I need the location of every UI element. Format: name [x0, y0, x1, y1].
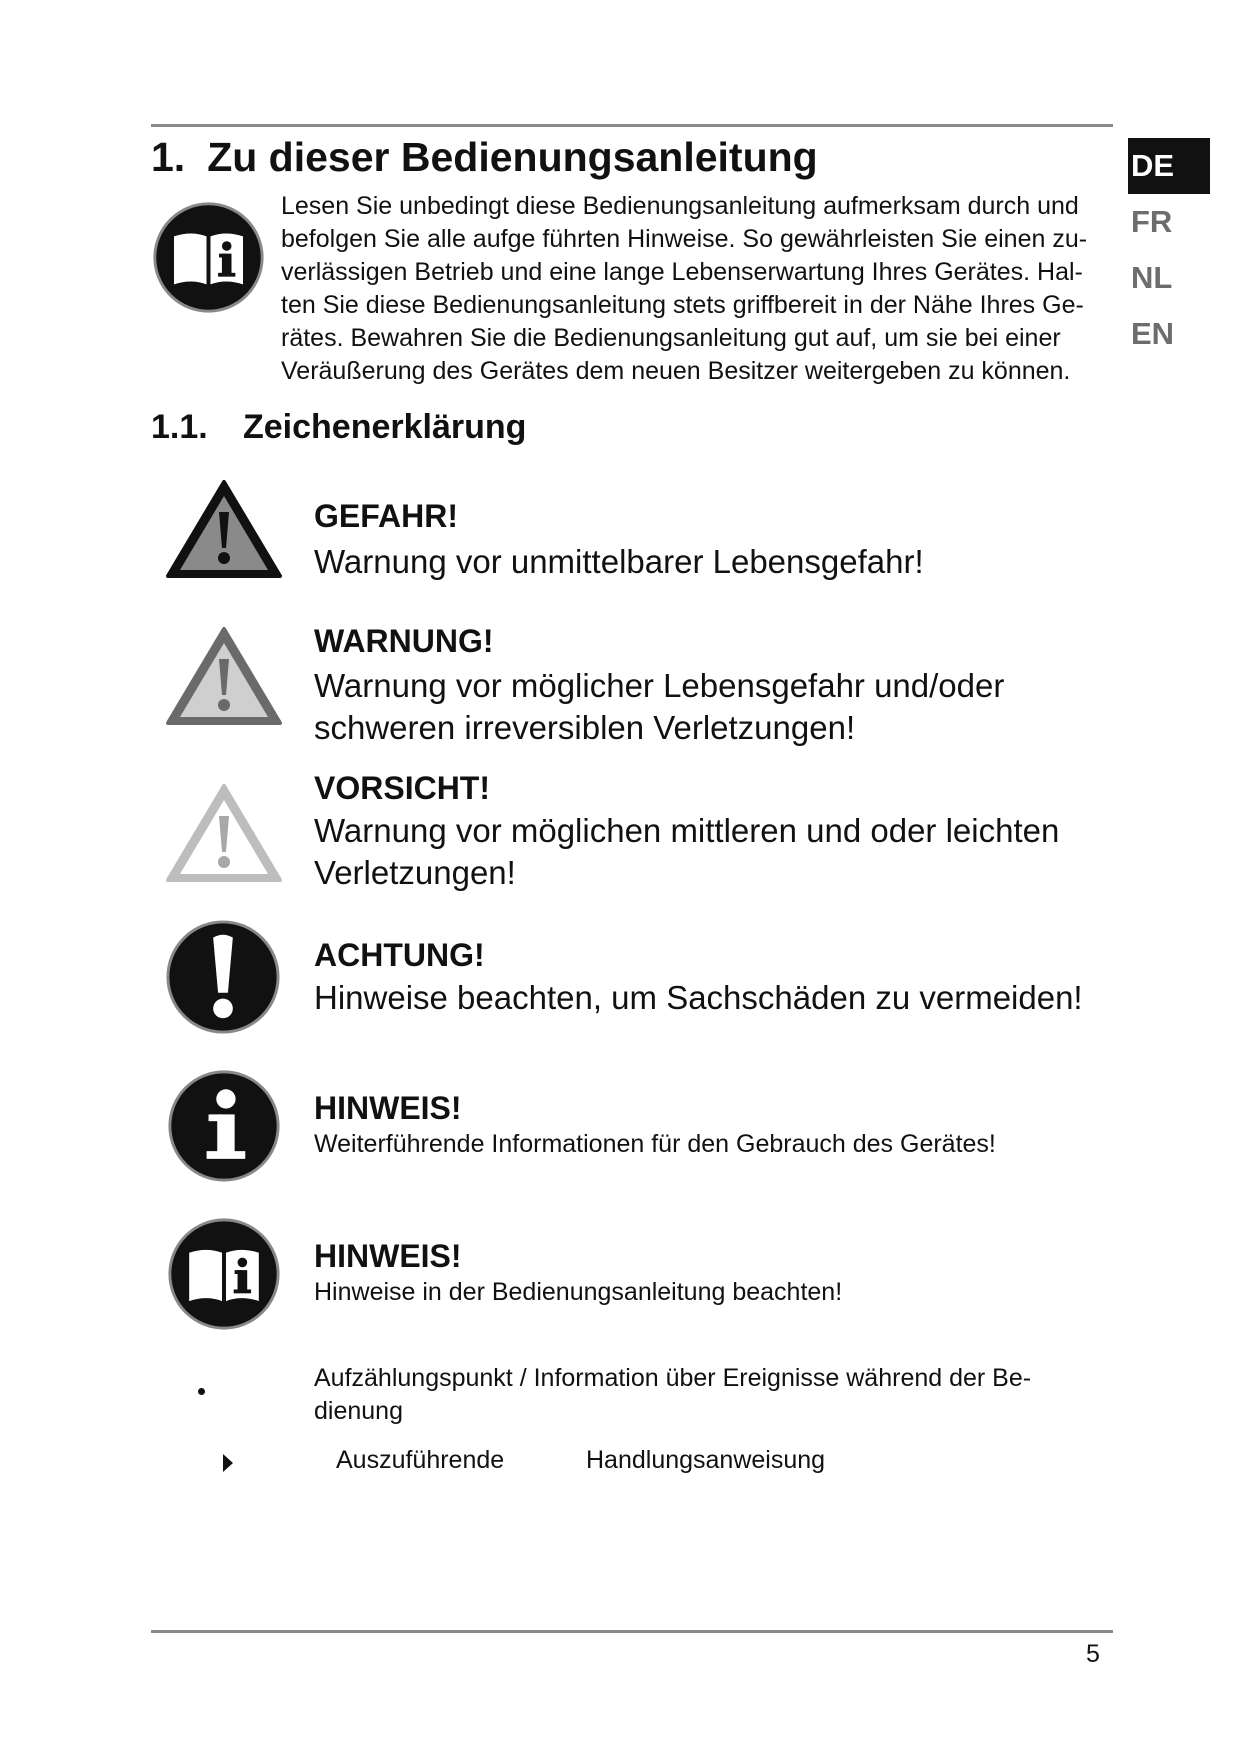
danger-triangle-icon	[164, 478, 284, 580]
subsection-number: 1.1.	[151, 408, 208, 446]
symbol-description: Hinweise in der Bedienungsanleitung beachten!	[314, 1278, 843, 1306]
lang-tab-de[interactable]	[1128, 138, 1210, 194]
bullet-description: Aufzählungspunkt / Information über Ereignisse während der Be-dienung	[314, 1364, 1032, 1425]
subsection-title: Zeichenerklärung	[243, 408, 527, 446]
symbol-description: Weiterführende Informationen für den Gebrauch des Gerätes!	[314, 1130, 996, 1158]
arrow-right-icon	[222, 1453, 234, 1473]
lang-tab-fr[interactable]	[1128, 194, 1210, 250]
manual-info-icon	[151, 200, 266, 315]
lang-tab-label: NL	[1131, 260, 1173, 295]
lang-tab-label: FR	[1131, 204, 1173, 239]
manual-info-icon	[166, 1216, 282, 1332]
step-label-b: Handlungsanweisung	[586, 1446, 826, 1474]
info-icon	[166, 1068, 282, 1184]
symbol-description: Warnung vor möglicher Lebensgefahr und/oder schweren irreversiblen Verletzungen!	[314, 667, 1005, 746]
symbol-description: Warnung vor unmittelbarer Lebensgefahr!	[314, 543, 924, 580]
section-number: 1.	[151, 134, 186, 180]
language-tabs	[1128, 138, 1218, 362]
symbol-description: Warnung vor möglichen mittleren und oder leichten Verletzungen!	[314, 812, 1060, 891]
lang-tab-label: EN	[1131, 316, 1175, 351]
symbol-description: Hinweise beachten, um Sachschäden zu vermeiden!	[314, 979, 1083, 1016]
lang-tab-nl[interactable]	[1128, 250, 1210, 306]
symbol-title: WARNUNG!	[314, 623, 494, 659]
section-title: Zu dieser Bedienungsanleitung	[207, 134, 818, 180]
page-number: 5	[1086, 1640, 1100, 1668]
step-label-a: Auszuführende	[336, 1446, 505, 1474]
symbol-title: HINWEIS!	[314, 1238, 462, 1274]
symbol-title: HINWEIS!	[314, 1090, 462, 1126]
subsection-heading	[151, 408, 526, 447]
top-rule	[151, 124, 1113, 127]
caution-triangle-icon	[164, 782, 284, 884]
symbol-title: VORSICHT!	[314, 770, 490, 806]
intro-paragraph: Lesen Sie unbedingt diese Bedienungsanleitung aufmerksam durch und befolgen Sie alle aufge führten Hinweise. So gewährleisten Sie einen zu-verlässigen Betrieb und eine lange Lebenserwartung Ihres Gerätes. Hal-ten Sie diese Bedienungsanleitung stets griffbereit in der Nähe Ihres Ge-rätes. Bewahren Sie die Bedienungsanleitung gut auf, um sie bei einer Veräußerung des Gerätes dem neuen Besitzer weitergeben zu können.	[281, 192, 1088, 385]
section-heading	[151, 134, 818, 181]
bullet-dot-icon	[198, 1388, 205, 1395]
symbol-title: GEFAHR!	[314, 498, 458, 534]
bottom-rule	[151, 1630, 1113, 1633]
warning-triangle-icon	[164, 625, 284, 727]
lang-tab-label: DE	[1131, 148, 1175, 183]
lang-tab-en[interactable]	[1128, 306, 1210, 362]
symbol-title: ACHTUNG!	[314, 937, 485, 973]
attention-exclamation-icon	[164, 918, 282, 1036]
